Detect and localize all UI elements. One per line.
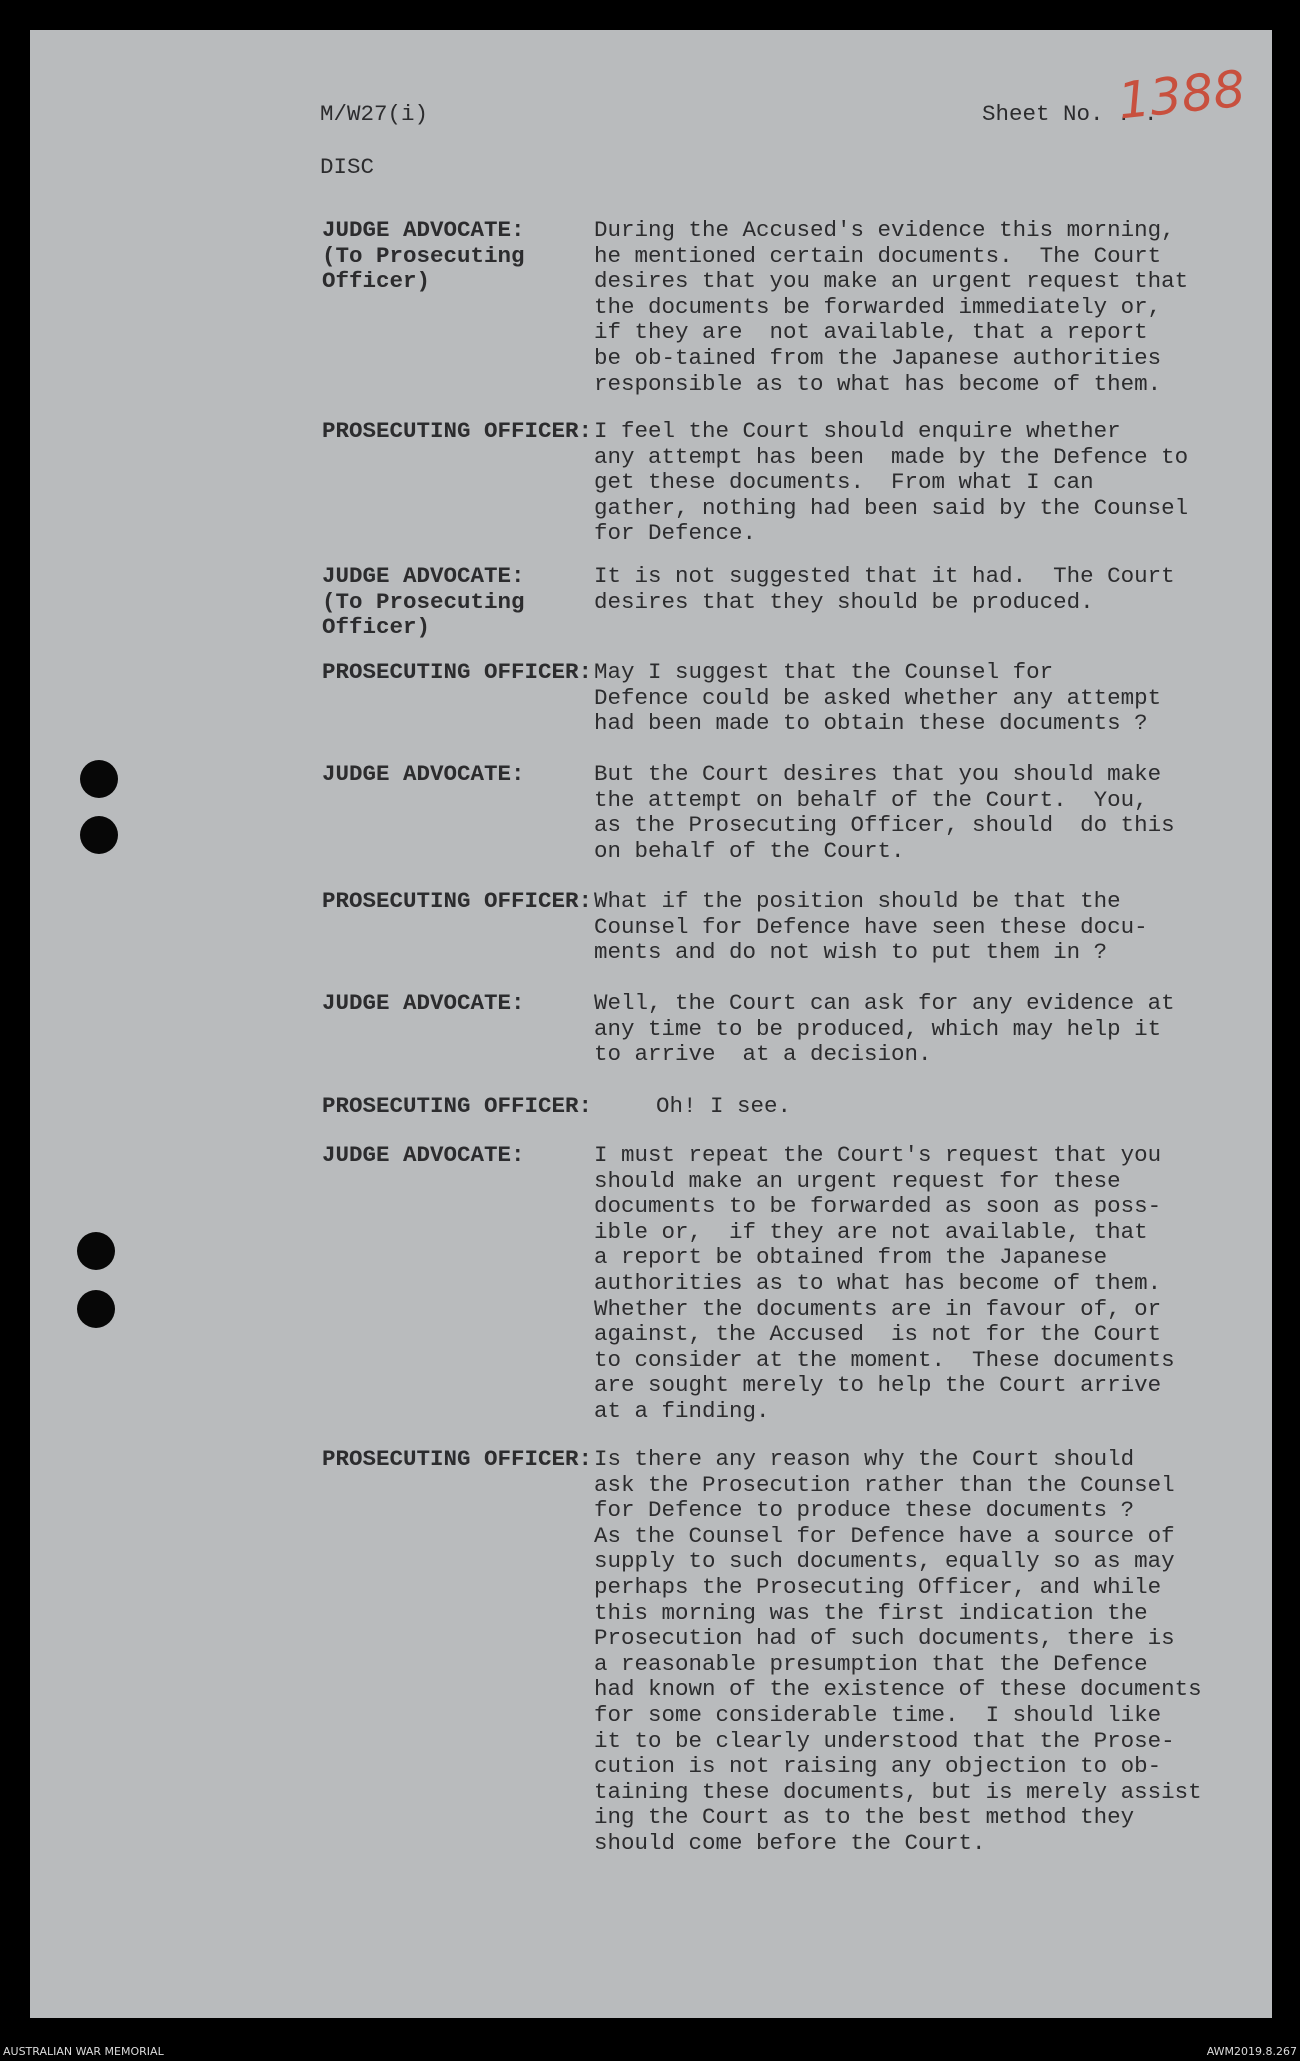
punch-hole (80, 760, 118, 798)
speech-text: Is there any reason why the Court should ask the Prosecution rather than the Counsel for Defence to produce these documents ? As the Counsel for Defence have a source of supply to such documents, equally so as may perhaps the Prosecuting Officer, and while this morning was the first indication the Prosecution had of such documents, there is a reasonable presumption that the Defence had known of the existence of these documents for some considerable time. I should like it to be clearly understood that the Prose- cution is not raising any objection to ob- taining these documents, but is merely assist ing the Court as to the best method they should come before the Court. (594, 1446, 1202, 1856)
speaker-label: JUDGE ADVOCATE: (To Prosecuting Officer) (322, 217, 525, 295)
speaker-label: PROSECUTING OFFICER: (322, 659, 593, 685)
speech-text: What if the position should be that the Counsel for Defence have seen these docu- ments and do not wish to put them in ? (594, 888, 1148, 966)
footer-accession-number: AWM2019.8.267 (1206, 2045, 1297, 2058)
speaker-label: PROSECUTING OFFICER: (322, 1446, 593, 1472)
speech-text: During the Accused's evidence this morning, he mentioned certain documents. The Court desires that you make an urgent request that the documents be forwarded immediately or, if they are not available, that a report be ob-tained from the Japanese authorities responsible as to what has become of them. (594, 217, 1189, 397)
punch-hole (77, 1232, 115, 1270)
sheet-label: Sheet No. . . (982, 101, 1158, 127)
speaker-label: PROSECUTING OFFICER: (322, 1093, 593, 1119)
speech-text: Oh! I see. (656, 1093, 792, 1119)
subject-code: DISC (320, 154, 375, 180)
punch-hole (77, 1290, 115, 1328)
sheet-number-handwritten: 1388 (1115, 59, 1248, 131)
speech-text: But the Court desires that you should make the attempt on behalf of the Court. You, as the Prosecuting Officer, should do this on behalf of the Court. (594, 761, 1175, 864)
speech-text: May I suggest that the Counsel for Defence could be asked whether any attempt had been made to obtain these documents ? (594, 659, 1162, 737)
speaker-label: PROSECUTING OFFICER: (322, 418, 593, 444)
speaker-label: PROSECUTING OFFICER: (322, 888, 593, 914)
speaker-label: JUDGE ADVOCATE: (To Prosecuting Officer) (322, 563, 525, 641)
document-reference: M/W27(i) (320, 101, 429, 127)
speaker-label: JUDGE ADVOCATE: (322, 1142, 525, 1168)
speech-text: I feel the Court should enquire whether any attempt has been made by the Defence to get these documents. From what I can gather, nothing had been said by the Counsel for Defence. (594, 418, 1189, 547)
speech-text: Well, the Court can ask for any evidence at any time to be produced, which may help it to arrive at a decision. (594, 990, 1175, 1068)
punch-hole (80, 816, 118, 854)
speech-text: It is not suggested that it had. The Court desires that they should be produced. (594, 563, 1175, 615)
speaker-label: JUDGE ADVOCATE: (322, 990, 525, 1016)
speech-text: I must repeat the Court's request that you should make an urgent request for these documents to be forwarded as soon as poss- ible or, if they are not available, that a report be obtained from the Japanese authorities as to what has become of them. Whether the documents are in favour of, or against, the Accused is not for the Court to consider at the moment. These documents are sought merely to help the Court arrive at a finding. (594, 1142, 1175, 1424)
footer-source: AUSTRALIAN WAR MEMORIAL (3, 2045, 164, 2058)
speaker-label: JUDGE ADVOCATE: (322, 761, 525, 787)
